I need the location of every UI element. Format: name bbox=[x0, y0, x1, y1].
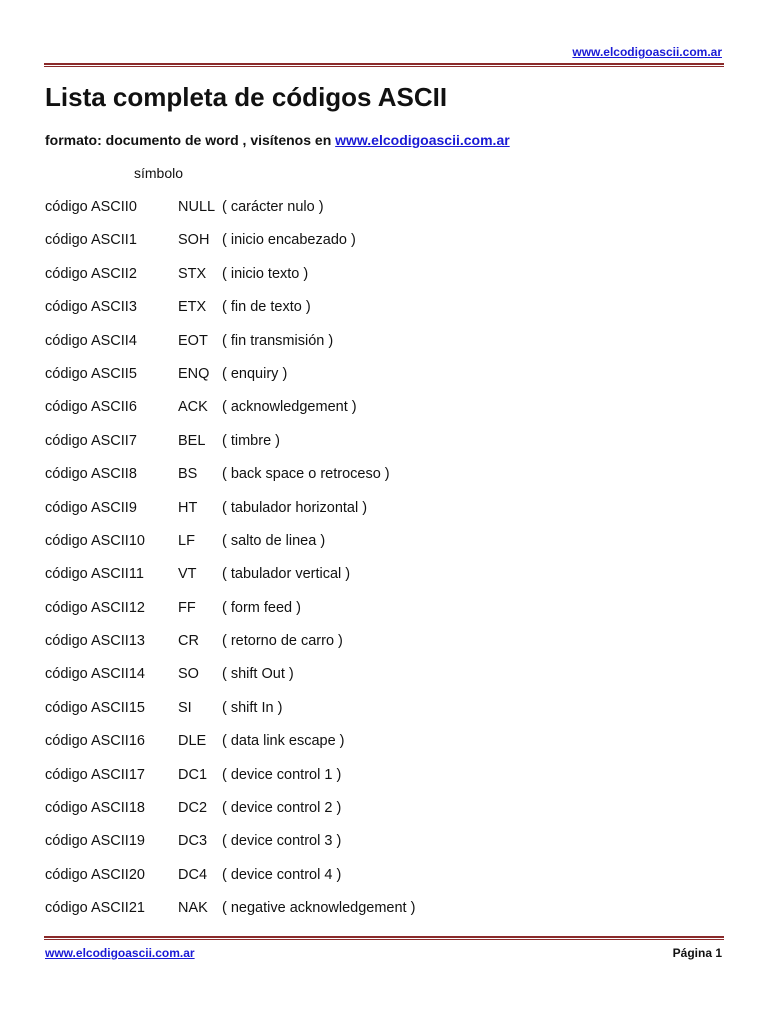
code-label: código ASCII7 bbox=[45, 432, 137, 449]
code-label: código ASCII0 bbox=[45, 199, 137, 215]
page-title: Lista completa de códigos ASCII bbox=[45, 82, 448, 112]
description-label: ( timbre ) bbox=[222, 432, 280, 449]
code-label: código ASCII19 bbox=[45, 833, 145, 850]
symbol-label: STX bbox=[178, 265, 207, 282]
code-label: código ASCII1 bbox=[45, 232, 137, 249]
code-label: código ASCII4 bbox=[45, 332, 137, 349]
symbol-label: NULL bbox=[178, 199, 216, 215]
page-number: Página 1 bbox=[672, 946, 722, 960]
description-label: ( tabulador vertical ) bbox=[222, 566, 351, 583]
symbol-label: CR bbox=[178, 633, 199, 650]
description-label: ( device control 4 ) bbox=[222, 866, 342, 883]
symbol-label: SO bbox=[178, 666, 199, 683]
code-label: código ASCII14 bbox=[45, 666, 145, 683]
code-label: código ASCII3 bbox=[45, 299, 137, 316]
description-label: ( shift Out ) bbox=[222, 666, 294, 683]
symbol-label: DLE bbox=[178, 733, 207, 750]
code-label: código ASCII6 bbox=[45, 399, 137, 416]
code-label: código ASCII12 bbox=[45, 599, 145, 616]
symbol-label: DC1 bbox=[178, 766, 208, 783]
symbol-label: LF bbox=[178, 532, 195, 549]
description-label: ( form feed ) bbox=[222, 599, 301, 616]
code-label: código ASCII17 bbox=[45, 766, 145, 783]
description-label: ( fin de texto ) bbox=[222, 299, 311, 316]
code-label: código ASCII10 bbox=[45, 532, 145, 549]
description-label: ( salto de linea ) bbox=[222, 532, 326, 549]
description-label: ( negative acknowledgement ) bbox=[222, 900, 416, 917]
symbol-label: DC2 bbox=[178, 800, 208, 817]
description-label: ( device control 2 ) bbox=[222, 800, 342, 817]
symbol-label: SI bbox=[178, 699, 192, 716]
symbol-label: EOT bbox=[178, 332, 208, 349]
code-label: código ASCII18 bbox=[45, 800, 145, 817]
description-label: ( retorno de carro ) bbox=[222, 633, 343, 650]
symbol-label: ETX bbox=[178, 299, 207, 316]
description-label: ( data link escape ) bbox=[222, 733, 345, 750]
description-label: ( enquiry ) bbox=[222, 365, 288, 382]
symbol-label: ACK bbox=[178, 399, 208, 416]
code-label: código ASCII15 bbox=[45, 699, 145, 716]
footer-divider bbox=[44, 936, 724, 940]
code-label: código ASCII5 bbox=[45, 365, 137, 382]
code-label: código ASCII8 bbox=[45, 466, 137, 483]
code-label: código ASCII11 bbox=[45, 566, 144, 583]
subtitle bbox=[45, 132, 510, 148]
description-label: ( device control 1 ) bbox=[222, 766, 342, 783]
header-divider bbox=[44, 63, 724, 67]
description-label: ( acknowledgement ) bbox=[222, 399, 357, 416]
symbol-label: BEL bbox=[178, 432, 206, 449]
description-label: ( fin transmisión ) bbox=[222, 332, 334, 349]
symbol-label: NAK bbox=[178, 900, 208, 917]
subtitle-site-link[interactable]: www.elcodigoascii.com.ar bbox=[335, 132, 510, 148]
code-label: código ASCII20 bbox=[45, 866, 145, 883]
code-label: código ASCII9 bbox=[45, 499, 137, 516]
description-label: ( device control 3 ) bbox=[222, 833, 342, 850]
footer-site-link[interactable]: www.elcodigoascii.com.ar bbox=[45, 946, 195, 960]
description-label: ( inicio texto ) bbox=[222, 265, 309, 282]
symbol-label: HT bbox=[178, 499, 198, 516]
symbol-label: ENQ bbox=[178, 365, 210, 382]
description-label: ( shift In ) bbox=[222, 699, 283, 716]
description-label: ( inicio encabezado ) bbox=[222, 232, 356, 249]
code-label: código ASCII2 bbox=[45, 265, 137, 282]
description-label: ( back space o retroceso ) bbox=[222, 466, 390, 483]
symbol-label: FF bbox=[178, 599, 196, 616]
symbol-label: VT bbox=[178, 566, 197, 583]
symbol-label: SOH bbox=[178, 232, 210, 249]
symbol-label: BS bbox=[178, 466, 198, 483]
symbol-label: DC4 bbox=[178, 866, 208, 883]
column-header-symbol: símbolo bbox=[134, 165, 184, 181]
description-label: ( tabulador horizontal ) bbox=[222, 499, 368, 516]
code-label: código ASCII13 bbox=[45, 633, 145, 650]
symbol-label: DC3 bbox=[178, 833, 208, 850]
description-label: ( carácter nulo ) bbox=[222, 199, 324, 215]
subtitle-text: formato: documento de word , visítenos en bbox=[45, 132, 336, 148]
header-site-link[interactable]: www.elcodigoascii.com.ar bbox=[572, 45, 722, 59]
code-label: código ASCII16 bbox=[45, 733, 145, 750]
code-label: código ASCII21 bbox=[45, 900, 145, 917]
